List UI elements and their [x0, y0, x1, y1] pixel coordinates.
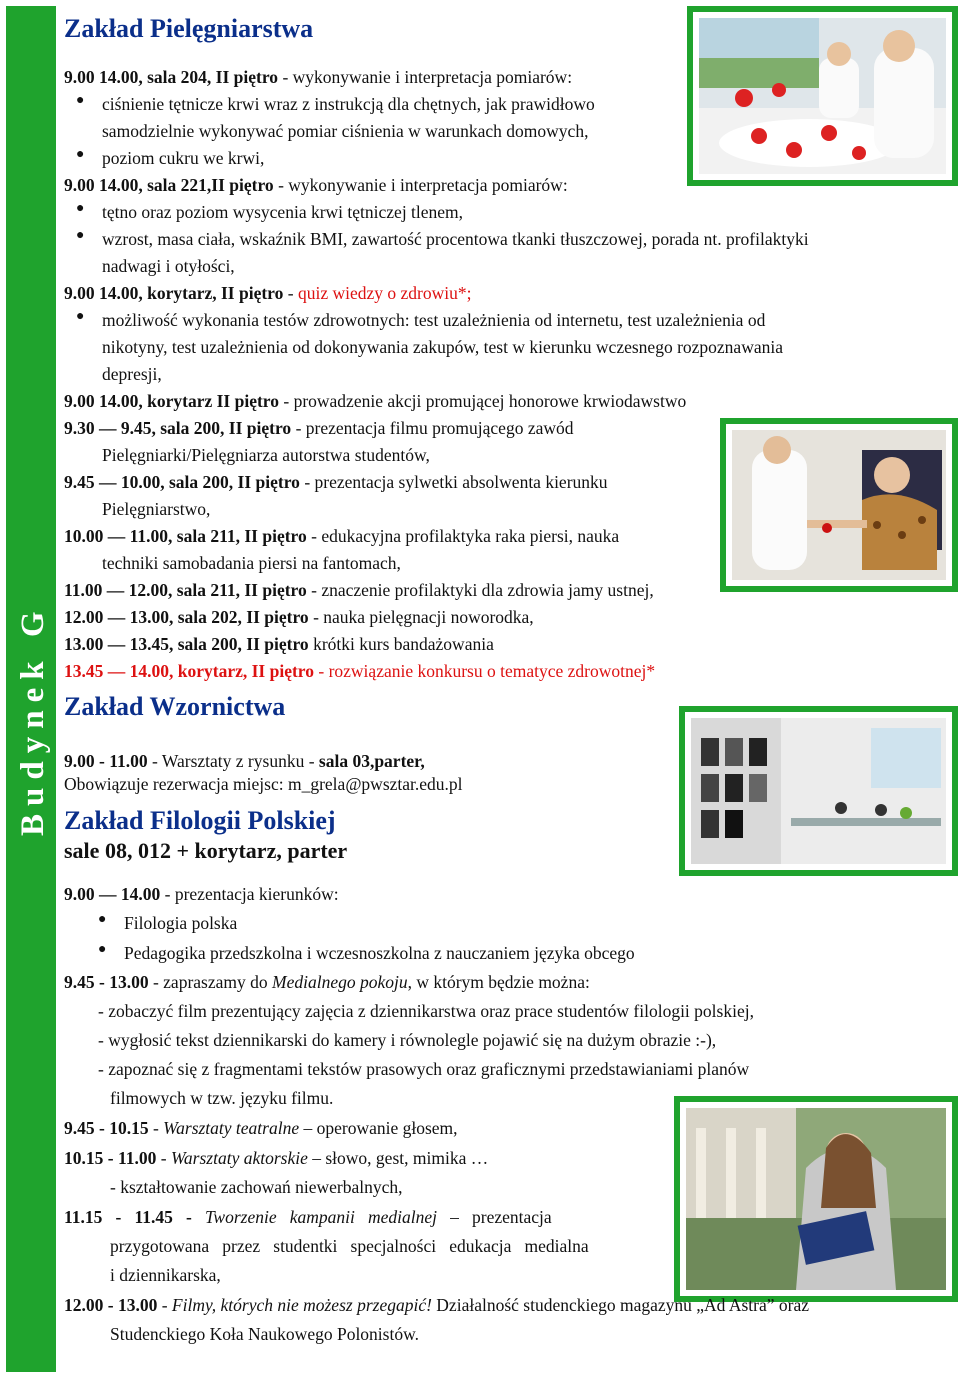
activity: – słowo, gest, mimika … — [307, 1148, 489, 1168]
list-item: Filologia polska — [124, 913, 238, 933]
nursing-photo-2 — [726, 424, 952, 586]
schedule-line — [64, 469, 608, 496]
activity: , w którym będzie można: — [407, 972, 590, 992]
time: 11.15 - 11.45 - — [64, 1207, 192, 1227]
time: 12.00 - 13.00 — [64, 1295, 158, 1315]
design-workshop-photo — [685, 712, 952, 870]
section-title-nursing: Zakład Pielęgniarstwa — [64, 14, 314, 43]
list-item: Pedagogika przedszkolna i wczesnoszkolna z nauczaniem języka obcego — [124, 943, 635, 963]
dash-item: - wygłosić tekst dziennikarski do kamery i równolegle pojawić się na dużym obrazie :-), — [98, 1030, 717, 1050]
list-item-cont: nadwagi i otyłości, — [102, 256, 235, 276]
time-room: 12.00 — 13.00, sala 202, II piętro — [64, 607, 309, 627]
schedule-line-cont: - kształtowanie zachowań niewerbalnych, — [110, 1177, 403, 1197]
bullet-icon: ● — [76, 147, 85, 162]
section-subtitle: sale 08, 012 + korytarz, parter — [64, 838, 348, 863]
time-room: 13.45 — 14.00, korytarz, II piętro — [64, 661, 314, 681]
bullet-icon: ● — [76, 228, 85, 243]
bullet-icon: ● — [98, 912, 107, 927]
list-item-cont: nikotyny, test uzależnienia od dokonywania zakupów, test w kierunku wczesnego rozpoznawania — [102, 337, 783, 357]
room: sala 03,parter, — [318, 751, 425, 771]
activity: - prezentacja sylwetki absolwenta kierunku — [299, 472, 608, 492]
building-label: Budynek G — [15, 603, 51, 836]
schedule-line-cont: Pielęgniarki/Pielęgniarza autorstwa studentów, — [102, 445, 430, 465]
time: 9.45 - 10.15 — [64, 1118, 149, 1138]
schedule-line-cont: przygotowana przez studentki specjalności edukacja medialna — [110, 1236, 589, 1256]
activity: - prezentacja kierunków: — [160, 884, 339, 904]
schedule-line — [64, 1115, 458, 1142]
activity: - edukacyjna profilaktyka raka piersi, nauka — [306, 526, 620, 546]
section-title-philology: Zakład Filologii Polskiej — [64, 806, 336, 835]
schedule-line — [64, 577, 654, 604]
dash-item: - zapoznać się z fragmentami tekstów prasowych oraz graficznymi przedstawianiami planów — [98, 1059, 750, 1079]
schedule-line — [64, 1292, 809, 1319]
activity: – prezentacja — [437, 1207, 552, 1227]
list-item: ciśnienie tętnicze krwi wraz z instrukcją dla chętnych, jak prawidłowo — [102, 94, 595, 114]
time-room: 9.45 — 10.00, sala 200, II piętro — [64, 472, 300, 492]
activity-name: Warsztaty aktorskie — [170, 1148, 308, 1168]
list-item-cont: depresji, — [102, 364, 162, 384]
separator: - — [148, 1118, 164, 1138]
list-item: możliwość wykonania testów zdrowotnych: test uzależnienia od internetu, test uzależnienia od — [102, 310, 766, 330]
bullet-icon: ● — [98, 942, 107, 957]
activity: - nauka pielęgnacji noworodka, — [308, 607, 534, 627]
time-room: 9.00 14.00, korytarz II piętro — [64, 391, 279, 411]
schedule-line — [64, 388, 686, 415]
schedule-line — [64, 415, 574, 442]
section-title-design: Zakład Wzornictwa — [64, 692, 286, 721]
activity: - wykonywanie i interpretacja pomiarów: — [278, 67, 573, 87]
time-room: 9.30 — 9.45, sala 200, II piętro — [64, 418, 292, 438]
schedule-line-cont: i dziennikarska, — [110, 1265, 221, 1285]
time-room: 13.00 — 13.45, sala 200, II piętro — [64, 634, 309, 654]
schedule-line — [64, 280, 471, 307]
activity: – operowanie głosem, — [299, 1118, 458, 1138]
time-room: 9.00 14.00, sala 204, II piętro — [64, 67, 279, 87]
activity: - Warsztaty z rysunku - — [147, 751, 319, 771]
time: 9.45 - 13.00 — [64, 972, 149, 992]
activity: - prezentacja filmu promującego zawód — [291, 418, 574, 438]
activity-name: Warsztaty teatralne — [163, 1118, 300, 1138]
schedule-line — [64, 969, 590, 996]
schedule-line-cont: Pielęgniarstwo, — [102, 499, 211, 519]
schedule-line — [64, 604, 534, 631]
activity: - wykonywanie i interpretacja pomiarów: — [273, 175, 568, 195]
dash-item: - zobaczyć film prezentujący zajęcia z dziennikarstwa oraz prace studentów filologii polskiej, — [98, 1001, 754, 1021]
separator: - — [156, 1148, 171, 1168]
time-room: 9.00 14.00, korytarz, II piętro — [64, 283, 284, 303]
activity-highlight: quiz wiedzy o zdrowiu*; — [297, 283, 472, 303]
schedule-line — [64, 1204, 552, 1231]
activity: - prowadzenie akcji promującej honorowe krwiodawstwo — [279, 391, 687, 411]
bullet-icon: ● — [76, 93, 85, 108]
time: 10.15 - 11.00 — [64, 1148, 157, 1168]
activity: - zapraszamy do — [148, 972, 272, 992]
dash-item-cont: filmowych w tzw. języku filmu. — [110, 1088, 334, 1108]
sidebar — [6, 6, 56, 1372]
activity: Działalność studenckiego magazynu „Ad Astra” oraz — [431, 1295, 810, 1315]
separator: - — [283, 283, 298, 303]
list-item: poziom cukru we krwi, — [102, 148, 265, 168]
schedule-line — [64, 1145, 488, 1172]
bullet-icon: ● — [76, 309, 85, 324]
schedule-line — [64, 631, 494, 658]
schedule-line — [64, 523, 619, 550]
reservation-note: Obowiązuje rezerwacja miejsc: m_grela@pwsztar.edu.pl — [64, 774, 463, 794]
schedule-line-cont: Studenckiego Koła Naukowego Polonistów. — [110, 1324, 419, 1344]
list-item: tętno oraz poziom wysycenia krwi tętniczej tlenem, — [102, 202, 464, 222]
time: 9.00 - 11.00 — [64, 751, 148, 771]
time-room: 9.00 14.00, sala 221,II piętro — [64, 175, 274, 195]
activity: - rozwiązanie konkursu o tematyce zdrowotnej* — [314, 661, 656, 681]
student-reading-photo — [680, 1102, 952, 1296]
activity-name: Filmy, których nie możesz przegapić! — [171, 1295, 432, 1315]
bullet-icon: ● — [76, 201, 85, 216]
schedule-line-cont: techniki samobadania piersi na fantomach, — [102, 553, 401, 573]
activity: krótki kurs bandażowania — [308, 634, 494, 654]
schedule-line — [64, 881, 339, 908]
list-item: wzrost, masa ciała, wskaźnik BMI, zawartość procentowa tkanki tłuszczowej, porada nt. profilaktyki — [102, 229, 809, 249]
schedule-line — [64, 172, 568, 199]
list-item-cont: samodzielnie wykonywać pomiar ciśnienia w warunkach domowych, — [102, 121, 589, 141]
schedule-line — [64, 64, 572, 91]
activity-name: Medialnego pokoju — [272, 972, 408, 992]
activity: - znaczenie profilaktyki dla zdrowia jamy ustnej, — [306, 580, 654, 600]
activity-name: Tworzenie kampanii medialnej — [191, 1207, 437, 1227]
time-room: 11.00 — 12.00, sala 211, II piętro — [64, 580, 307, 600]
time: 9.00 — 14.00 — [64, 884, 161, 904]
schedule-line — [64, 658, 655, 685]
time-room: 10.00 — 11.00, sala 211, II piętro — [64, 526, 307, 546]
nursing-photo-1 — [693, 12, 952, 180]
separator: - — [157, 1295, 172, 1315]
